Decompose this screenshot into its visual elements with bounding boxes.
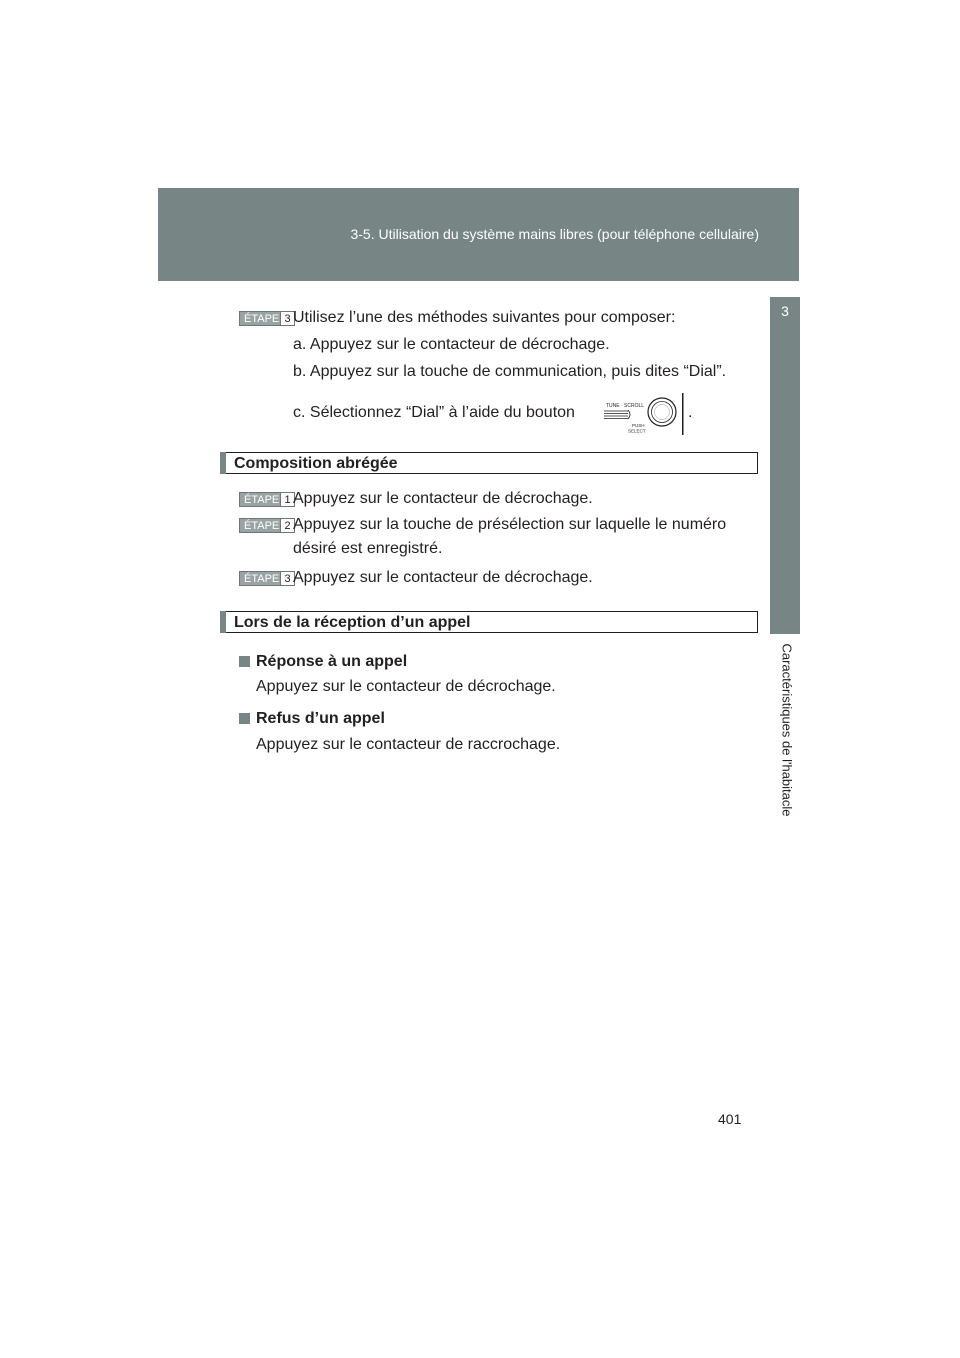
section-title: Lors de la réception d’un appel xyxy=(234,614,471,631)
step-label: ÉTAPE xyxy=(239,492,280,507)
step-text: Appuyez sur le contacteur de décrochage. xyxy=(293,490,593,507)
step-badge xyxy=(239,311,295,326)
step-badge xyxy=(239,492,295,507)
step-text: Appuyez sur la touche de présélection sur laquelle le numéro xyxy=(293,516,727,533)
section-title: Composition abrégée xyxy=(234,455,398,472)
step-badge xyxy=(239,518,295,533)
subheading: Réponse à un appel xyxy=(256,653,408,670)
knob-select-label: SELECT xyxy=(628,428,646,434)
step-label: ÉTAPE xyxy=(239,518,280,533)
page-number: 401 xyxy=(718,1111,742,1127)
step-text: Utilisez l’une des méthodes suivantes pour composer: xyxy=(293,309,676,326)
option-c-period: . xyxy=(688,404,693,421)
step-label: ÉTAPE xyxy=(239,571,280,586)
body-text: Appuyez sur le contacteur de raccrochage. xyxy=(256,736,561,753)
step-text: Appuyez sur le contacteur de décrochage. xyxy=(293,569,593,586)
knob-tune-scroll-label: TUNE · SCROLL xyxy=(606,403,645,409)
header-band xyxy=(158,188,799,281)
step-number: 3 xyxy=(280,311,295,326)
step-label: ÉTAPE xyxy=(239,311,280,326)
knob-push-label: PUSH xyxy=(632,423,645,428)
section-heading-box xyxy=(220,452,758,474)
subheading: Refus d’un appel xyxy=(256,710,385,727)
step-text-continued: désiré est enregistré. xyxy=(293,540,443,557)
tune-scroll-knob-icon xyxy=(600,393,684,435)
option-b: b. Appuyez sur la touche de communication, puis dites “Dial”. xyxy=(293,363,727,380)
option-c: c. Sélectionnez “Dial” à l’aide du bouton xyxy=(293,404,575,421)
step-number: 2 xyxy=(280,518,295,533)
step-number: 1 xyxy=(280,492,295,507)
body-text: Appuyez sur le contacteur de décrochage. xyxy=(256,678,556,695)
square-bullet-icon xyxy=(239,656,250,667)
option-a: a. Appuyez sur le contacteur de décrochage. xyxy=(293,336,610,353)
chapter-title-vertical xyxy=(772,632,802,828)
chapter-title: Caractéristiques de l'habitacle xyxy=(779,643,795,817)
section-heading-bar xyxy=(220,611,226,633)
section-heading-box xyxy=(220,611,758,633)
step-badge xyxy=(239,571,295,586)
section-heading-bar xyxy=(220,452,226,474)
square-bullet-icon xyxy=(239,713,250,724)
section-header-title: 3-5. Utilisation du système mains libres (pour téléphone cellulaire) xyxy=(350,226,759,242)
step-number: 3 xyxy=(280,571,295,586)
chapter-number: 3 xyxy=(781,303,789,319)
chapter-tab xyxy=(770,297,800,634)
